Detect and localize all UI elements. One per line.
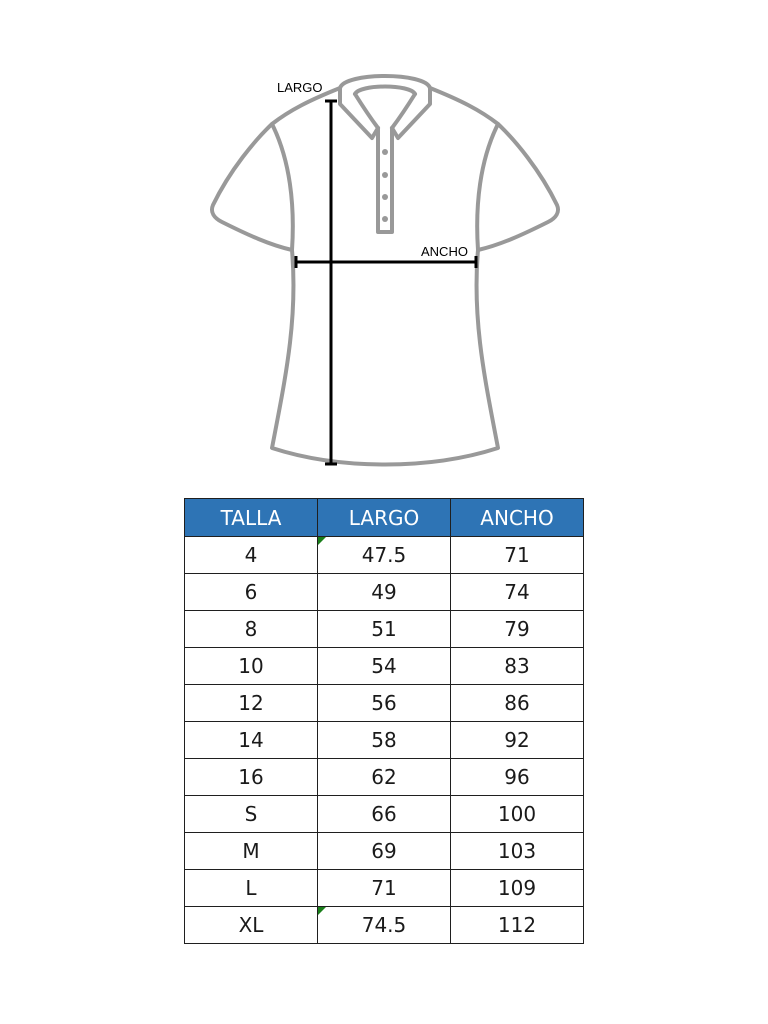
header-talla: TALLA (185, 499, 318, 537)
polo-shirt-outline-icon (212, 76, 558, 465)
width-label: ANCHO (421, 244, 468, 259)
cell-ancho: 83 (451, 648, 584, 685)
table-row (185, 611, 584, 648)
table-row (185, 759, 584, 796)
cell-talla: L (185, 870, 318, 907)
cell-talla: 6 (185, 574, 318, 611)
cell-talla: 12 (185, 685, 318, 722)
table-row (185, 685, 584, 722)
cell-ancho: 103 (451, 833, 584, 870)
button-icon (382, 149, 388, 155)
table-row (185, 796, 584, 833)
cell-largo: 56 (318, 685, 451, 722)
header-largo: LARGO (318, 499, 451, 537)
cell-talla: 10 (185, 648, 318, 685)
cell-largo: 62 (318, 759, 451, 796)
cell-talla: 14 (185, 722, 318, 759)
polo-shirt-diagram (0, 0, 768, 480)
cell-talla: M (185, 833, 318, 870)
table-row (185, 870, 584, 907)
cell-talla: XL (185, 907, 318, 944)
cell-largo: 69 (318, 833, 451, 870)
cell-ancho: 109 (451, 870, 584, 907)
cell-talla: 8 (185, 611, 318, 648)
button-icon (382, 194, 388, 200)
cell-ancho: 74 (451, 574, 584, 611)
header-ancho: ANCHO (451, 499, 584, 537)
cell-largo: 49 (318, 574, 451, 611)
button-icon (382, 216, 388, 222)
cell-ancho: 92 (451, 722, 584, 759)
cell-ancho: 112 (451, 907, 584, 944)
cell-largo: 54 (318, 648, 451, 685)
button-icons (382, 149, 388, 222)
table-row (185, 537, 584, 574)
table-row (185, 833, 584, 870)
length-label: LARGO (277, 80, 323, 95)
cell-talla: S (185, 796, 318, 833)
cell-talla: 4 (185, 537, 318, 574)
table-row (185, 722, 584, 759)
table-row (185, 648, 584, 685)
table-row (185, 574, 584, 611)
cell-ancho: 96 (451, 759, 584, 796)
cell-largo: 58 (318, 722, 451, 759)
cell-ancho: 79 (451, 611, 584, 648)
cell-ancho: 100 (451, 796, 584, 833)
cell-largo: 74.5 (318, 907, 451, 944)
table-header-row (185, 499, 584, 537)
table-row (185, 907, 584, 944)
size-chart-table (184, 498, 584, 944)
length-measure-line (325, 101, 337, 464)
cell-ancho: 86 (451, 685, 584, 722)
cell-largo: 47.5 (318, 537, 451, 574)
button-icon (382, 172, 388, 178)
cell-talla: 16 (185, 759, 318, 796)
cell-largo: 66 (318, 796, 451, 833)
cell-ancho: 71 (451, 537, 584, 574)
cell-largo: 71 (318, 870, 451, 907)
cell-largo: 51 (318, 611, 451, 648)
